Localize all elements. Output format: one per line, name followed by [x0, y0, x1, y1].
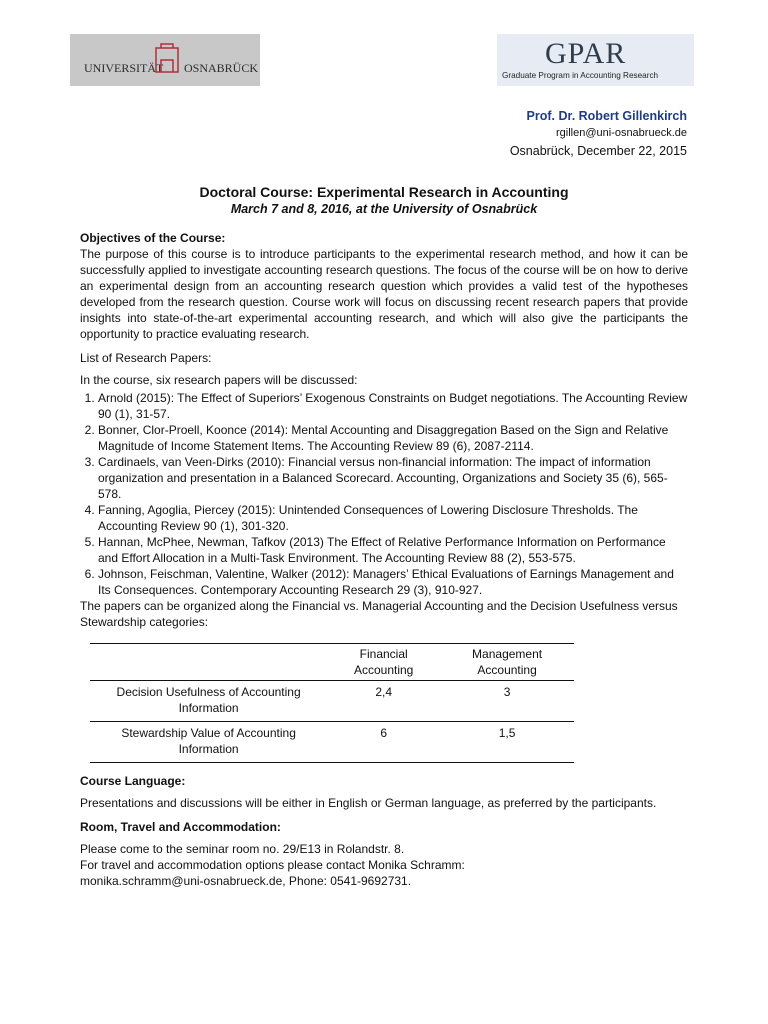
- language-text: Presentations and discussions will be either in English or German language, as preferred by the participants.: [80, 796, 657, 810]
- papers-heading: List of Research Papers:: [80, 351, 212, 365]
- language-heading: Course Language:: [80, 774, 186, 788]
- list-item: 1. Arnold (2015): The Effect of Superiors’ Exogenous Constraints on Budget negotiations. The Accounting Review 90 (1), 31-57.: [98, 390, 688, 422]
- university-logo: [70, 34, 260, 86]
- room-line-1: Please come to the seminar room no. 29/E13 in Rolandstr. 8.: [80, 842, 405, 856]
- list-item: 6. Johnson, Feischman, Valentine, Walker (2012): Managers’ Ethical Evaluations of Earnings Management and Its Consequences. Contemporary Accounting Research 29 (3), 910-927.: [98, 566, 688, 598]
- room-line-2: For travel and accommodation options please contact Monika Schramm:: [80, 858, 465, 872]
- table-header-cell: Management Accounting: [440, 644, 574, 681]
- sender-name: Prof. Dr. Robert Gillenkirch: [526, 109, 687, 123]
- room-line-3: monika.schramm@uni-osnabrueck.de, Phone: 0541-9692731.: [80, 874, 412, 888]
- table-cell-financial: 6: [327, 722, 440, 763]
- list-item: 5. Hannan, McPhee, Newman, Tafkov (2013) The Effect of Relative Performance Information on Performance and Effort Allocation in a Multi-Task Environment. The Accounting Review 88 (2), 553-575.: [98, 534, 688, 566]
- title-block: [80, 183, 688, 218]
- table-header-cell: [90, 644, 327, 681]
- table-cell-management: 1,5: [440, 722, 574, 763]
- gpar-logo: [497, 34, 694, 86]
- table-row-label: Decision Usefulness of Accounting Information: [90, 681, 327, 722]
- papers-intro: In the course, six research papers will be discussed:: [80, 373, 358, 387]
- university-logo-text-left: UNIVERSITÄT: [84, 61, 164, 75]
- table-row-label: Stewardship Value of Accounting Information: [90, 722, 327, 763]
- objectives-heading: Objectives of the Course:: [80, 231, 226, 245]
- letter-date: Osnabrück, December 22, 2015: [509, 144, 687, 158]
- list-item: 4. Fanning, Agoglia, Piercey (2015): Unintended Consequences of Lowering Disclosure Thresholds. The Accounting Review 90 (1), 301-320.: [98, 502, 688, 534]
- table-cell-financial: 2,4: [327, 681, 440, 722]
- gpar-logo-subtitle: Graduate Program in Accounting Research: [502, 71, 659, 80]
- sender-block: [510, 108, 687, 160]
- objectives-text: The purpose of this course is to introduce participants to the experimental research method, and how it can be successfully applied to investigate accounting research questions. The focus of the course will be on how to derive an experimental design from an accounting research question which provides a valid test of the hypotheses developed from the research question. Course work will focus on discussing recent research papers that provide insights into state-of-the-art experimental accounting research, and which will also give the participants the opportunity to practice evaluating research.: [80, 247, 688, 341]
- table-header-cell: Financial Accounting: [327, 644, 440, 681]
- papers-list: [80, 390, 688, 598]
- table-header-row: [90, 644, 574, 681]
- list-item: 3. Cardinaels, van Veen-Dirks (2010): Financial versus non-financial information: The impact of information organization and presentation in a Balanced Scorecard. Accounting, Organizations and Society 35 (6), 565-578.: [98, 454, 688, 502]
- table-row: [90, 722, 574, 763]
- document-body: [80, 230, 688, 889]
- table-row: [90, 681, 574, 722]
- university-logo-text-right: OSNABRÜCK: [184, 61, 259, 75]
- university-crest-icon: [152, 42, 184, 76]
- course-title: Doctoral Course: Experimental Research in Accounting: [199, 184, 569, 200]
- course-subtitle: March 7 and 8, 2016, at the University of Osnabrück: [230, 202, 538, 216]
- list-item: 2. Bonner, Clor-Proell, Koonce (2014): Mental Accounting and Disaggregation Based on the Sign and Relative Magnitude of Income Statement Items. The Accounting Review 89 (6), 2087-2114.: [98, 422, 688, 454]
- room-heading: Room, Travel and Accommodation:: [80, 820, 281, 834]
- papers-organized-text: The papers can be organized along the Financial vs. Managerial Accounting and the Decision Usefulness versus Stewardship categories:: [80, 599, 678, 629]
- gpar-logo-title: GPAR: [545, 37, 627, 70]
- sender-email: rgillen@uni-osnabrueck.de: [555, 127, 687, 139]
- categories-table: [90, 643, 574, 763]
- table-cell-management: 3: [440, 681, 574, 722]
